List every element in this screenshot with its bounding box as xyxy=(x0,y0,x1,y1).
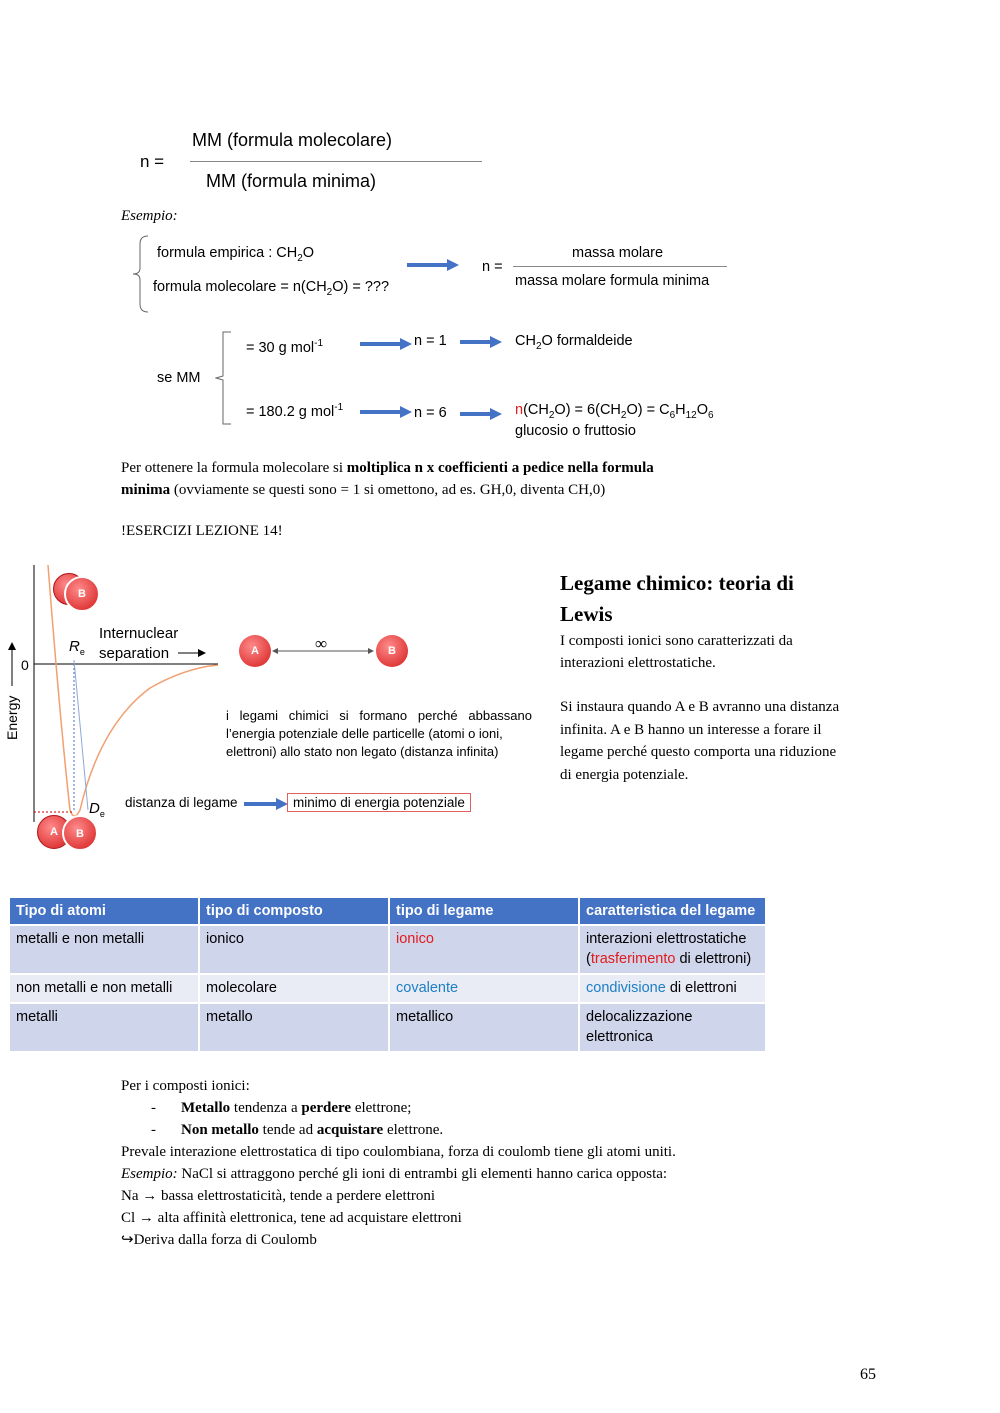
de-label: $D_e$ xyxy=(89,800,105,819)
arrow-icon xyxy=(360,406,412,418)
case2-n: n = 6 xyxy=(414,405,447,421)
arrow-icon xyxy=(460,408,502,420)
empirical-formula: formula empirica : $CH_2O$ xyxy=(157,245,315,264)
example-label: Esempio: xyxy=(121,208,178,224)
zero-label: 0 xyxy=(21,657,29,673)
ionic-line-4: Esempio: NaCl si attraggono perché gli ioni di entrambi gli elementi hanno carica opposta: xyxy=(121,1166,668,1182)
arrow-icon xyxy=(244,798,288,810)
atom-b-far: B xyxy=(376,635,408,667)
ionic-line-3: Prevale interazione elettrostatica di tipo coulombiana, forza di coulomb tiene gli atomi uniti. xyxy=(121,1144,676,1160)
header-characteristic: caratteristica del legame xyxy=(579,898,766,925)
lewis-title: Legame chimico: teoria di Lewis xyxy=(560,571,794,626)
molecular-formula: formula molecolare = $n(CH_2O)$ = ??? xyxy=(153,279,390,298)
n-equals-2: n = xyxy=(482,259,503,275)
molar-mass-denominator: massa molare formula minima xyxy=(515,273,710,289)
atom-a-far: A xyxy=(239,635,271,667)
header-bond: tipo di legame xyxy=(389,898,579,925)
arrow-icon xyxy=(460,336,502,348)
ionic-section xyxy=(121,1075,821,1251)
arrow-icon xyxy=(360,338,412,350)
atom-a-bottom: A xyxy=(37,815,71,849)
internuclear-label-1: Internuclear xyxy=(99,625,179,642)
formula-denominator: MM (formula minima) xyxy=(206,171,377,191)
ionic-line-7: ↪Deriva dalla forza di Coulomb xyxy=(121,1232,317,1248)
case1-value: = 30 g mol$^{-1}$ xyxy=(246,338,324,356)
lewis-section xyxy=(560,568,890,786)
lewis-paragraph-1: I composti ionici sono caratterizzati da interazioni elettrostatiche. xyxy=(560,633,793,671)
header-atoms: Tipo di atomi xyxy=(10,898,199,925)
separation-arrow-icon xyxy=(178,648,206,658)
case2-result-line2: glucosio o fruttosio xyxy=(515,423,636,439)
list-item: - Non metallo tende ad acquistare elettrone. xyxy=(151,1122,444,1138)
page-number: 65 xyxy=(860,1366,876,1383)
diagram-description: i legami chimici si formano perché abbassano l’energia potenziale delle particelle (atomi o ioni, elettroni) allo stato non legato (distanza infinita) xyxy=(226,708,532,759)
table-row: non metalli e non metalli molecolare covalente condivisione di elettroni xyxy=(10,974,766,1003)
infinity-symbol: ∞ xyxy=(315,634,328,653)
case2-result: $n(CH_2O) = 6(CH_2O) = C_6H_{12}O_6$ xyxy=(515,402,714,421)
y-axis-arrow-icon xyxy=(4,642,20,688)
atom-b-top: B xyxy=(64,576,100,612)
example-block xyxy=(130,230,750,445)
list-item: - Metallo tendenza a perdere elettrone; xyxy=(151,1100,412,1116)
molar-mass-numerator: massa molare xyxy=(572,245,664,261)
table-row: metalli metallo metallico delocalizzazione elettronica xyxy=(10,1003,766,1051)
case1-n: n = 1 xyxy=(414,333,447,349)
exercises-label: !ESERCIZI LEZIONE 14! xyxy=(121,523,283,539)
header-compound: tipo di composto xyxy=(199,898,389,925)
case2-value: = 180.2 g mol$^{-1}$ xyxy=(246,402,344,420)
re-label: $R_e$ xyxy=(69,638,85,657)
fraction-line-2 xyxy=(513,266,727,267)
n-equals: n = xyxy=(140,152,165,171)
energy-curve-plot xyxy=(0,560,230,855)
table-row: metalli e non metalli ionico ionico interazioni elettrostatiche (trasferimento di elettroni) xyxy=(10,925,766,974)
y-axis-label: Energy xyxy=(4,695,20,740)
paragraph-molecular: Per ottenere la formula molecolare si moltiplica n x coefficienti a pedice nella formula minima (ovviamente se questi sono = 1 si omettono, ad es. GH,0, diventa CH,0) xyxy=(121,460,654,498)
left-brace xyxy=(130,234,150,314)
atom-b-bottom: B xyxy=(62,815,98,851)
left-bracket xyxy=(215,330,233,426)
ionic-line-5: Na → bassa elettrostaticità, tende a perdere elettroni xyxy=(121,1188,436,1204)
case1-result: $CH_2O$ formaldeide xyxy=(515,333,633,352)
formula-numerator: MM (formula molecolare) xyxy=(192,130,393,150)
energy-diagram xyxy=(0,560,545,855)
formula-block xyxy=(140,128,500,198)
fraction-line xyxy=(190,161,482,162)
bond-distance-label: distanza di legame xyxy=(125,795,238,810)
table-header-row xyxy=(10,898,766,925)
arrow-icon xyxy=(407,259,459,271)
ionic-intro: Per i composti ionici: xyxy=(121,1078,250,1094)
ionic-line-6: Cl → alta affinità elettronica, tene ad acquistare elettroni xyxy=(121,1210,462,1226)
se-mm-label: se MM xyxy=(157,370,201,386)
bond-types-table xyxy=(10,898,767,1051)
min-energy-box: minimo di energia potenziale xyxy=(287,793,471,812)
lewis-paragraph-2: Si instaura quando A e B avranno una distanza infinita. A e B hanno un interesse a forare il legame perché questo comporta una riduzione di energia potenziale. xyxy=(560,699,840,783)
internuclear-label-2: separation xyxy=(99,645,170,662)
